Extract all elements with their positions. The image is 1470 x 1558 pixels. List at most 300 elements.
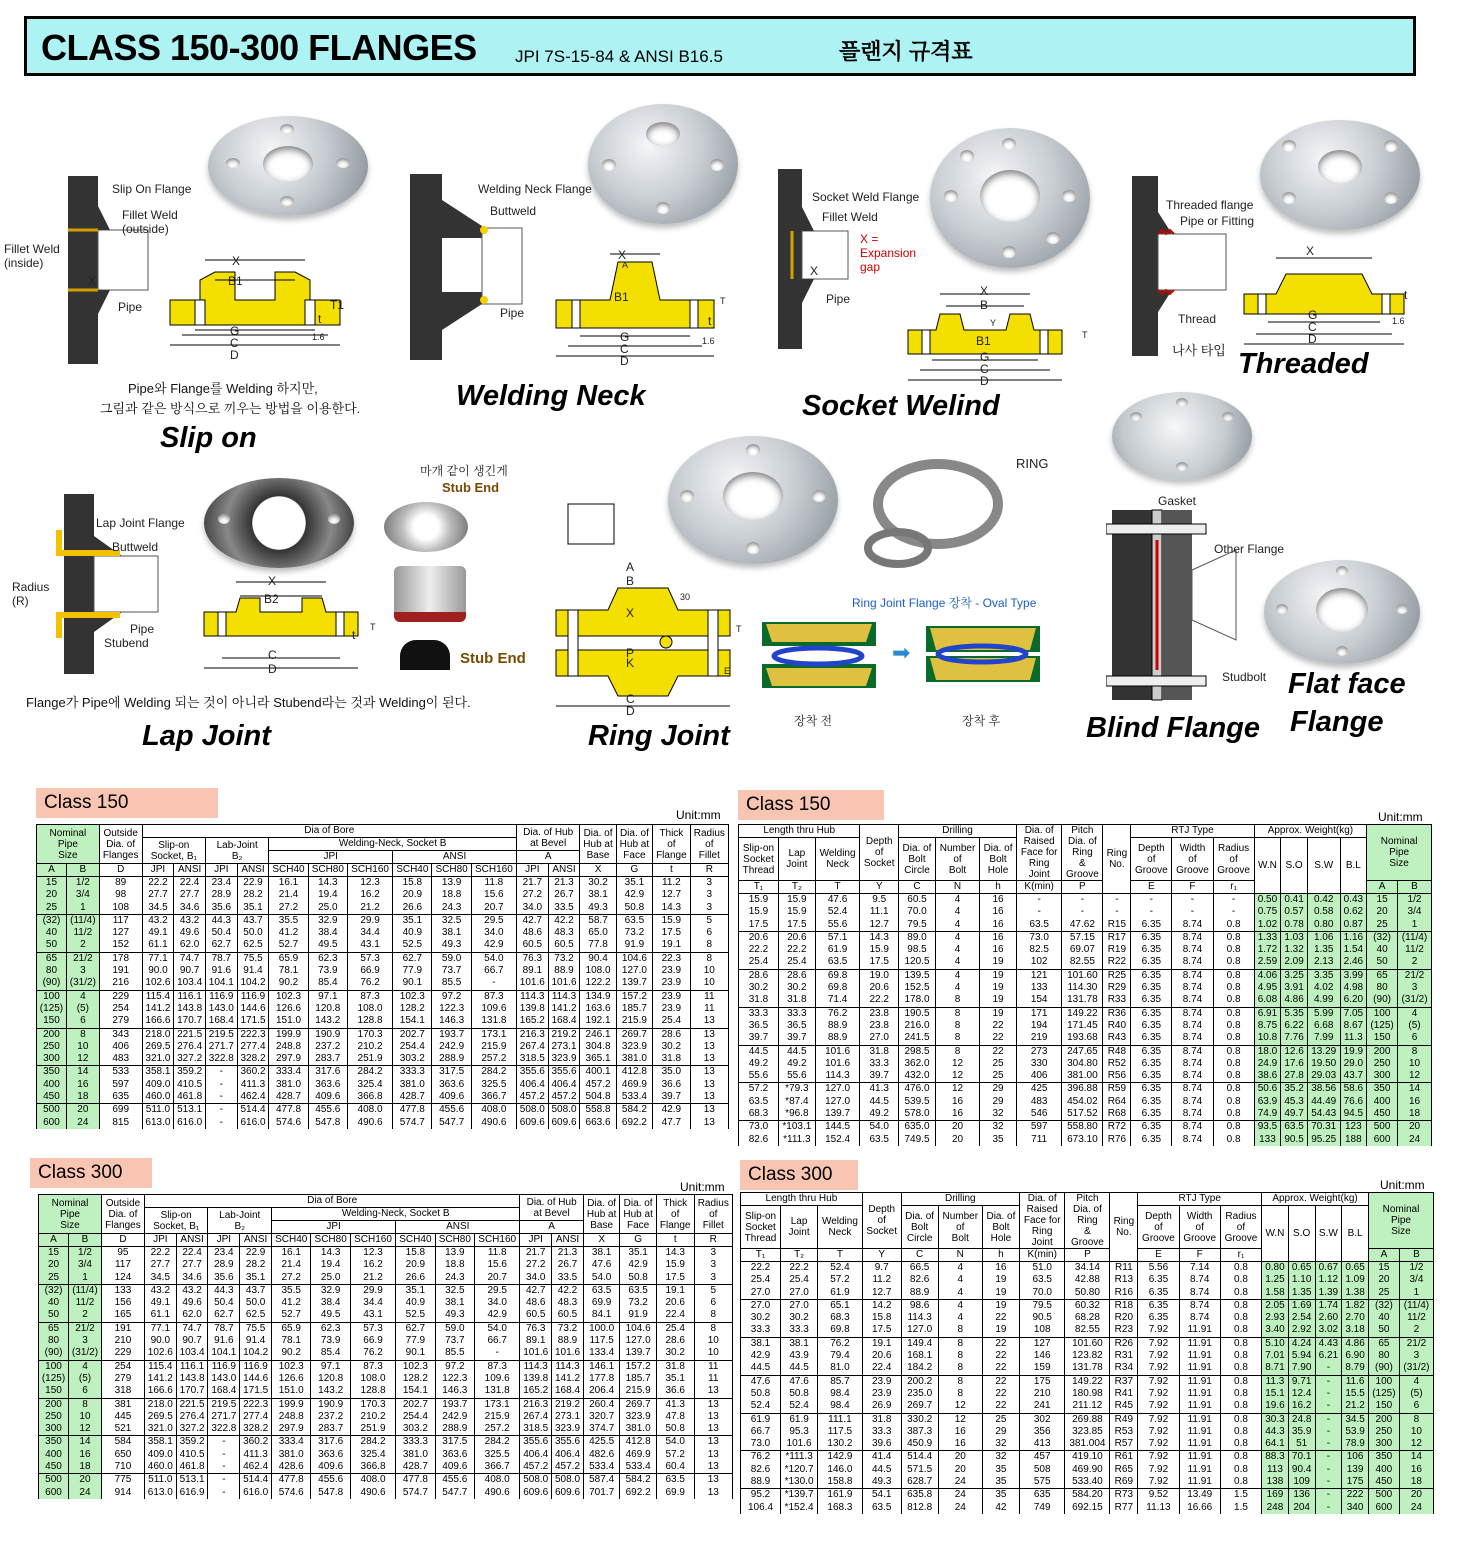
table-cell: 142.9 [818,1451,863,1464]
table-cell: 514.4 [237,1104,269,1117]
table-cell: 184.2 [901,1362,938,1375]
table-cell: 10.8 [1254,1032,1281,1045]
table-cell: 12 [1399,1438,1433,1451]
label-buttweld: Buttweld [112,540,159,554]
header-symbol: SCH80 [308,864,347,877]
table-cell: 34.4 [347,927,392,939]
table-cell: *152.4 [781,1502,818,1514]
table-cell: - [1315,1451,1342,1464]
table-cell: (125) [39,1373,69,1385]
table-cell: 7.14 [1179,1262,1220,1275]
table-row [739,1134,1432,1146]
class-150-drilling-weight-table [738,824,1432,1146]
table-cell: (31/2) [1398,994,1432,1007]
header-nominal-pipe-size: Nominal Pipe Size [37,825,100,864]
table-cell: 0.8 [1220,1476,1261,1489]
table-cell: 0.8 [1220,1287,1261,1300]
table-cell: 54.43 [1307,1108,1340,1121]
table-cell: 3.35 [1307,969,1340,982]
table-cell: 12 [935,1070,979,1083]
table-cell: 250 [37,1041,67,1053]
table-cell: 410.5 [174,1079,206,1091]
table-cell: 0.8 [1213,944,1254,956]
table-row [37,889,729,901]
table-row [739,894,1432,907]
table-cell: 62.7 [205,939,237,952]
table-row [741,1299,1434,1312]
table-cell: 613.0 [144,1487,176,1499]
table-cell: 101.60 [1065,1337,1110,1350]
table-cell: 7.76 [1281,1032,1308,1045]
table-cell: 50.80 [1065,1287,1110,1300]
table-cell: 320.7 [583,1411,619,1423]
table-cell: 425.5 [583,1436,619,1449]
dim-c: C [620,342,629,356]
table-cell: 10 [69,1411,102,1423]
table-cell: 8.74 [1172,1083,1213,1096]
table-cell: 149.4 [901,1337,938,1350]
table-cell: 462.4 [240,1461,272,1474]
table-cell: *103.1 [778,1121,815,1134]
header-symbol: T [818,1249,863,1262]
table-cell: 20 [1399,1489,1433,1502]
table-cell: 235.0 [901,1388,938,1400]
table-cell: 69.9 [656,1487,694,1499]
table-cell: 30.2 [781,1312,818,1324]
table-cell: 6.35 [1131,1096,1172,1108]
table-cell: 9.52 [1138,1489,1179,1502]
table-cell: 38.1 [435,1297,474,1309]
table-cell: 168.1 [901,1350,938,1362]
table-cell: 24 [1399,1502,1433,1514]
table-cell: 60.5 [548,939,580,952]
table-cell: 358.1 [142,1066,174,1079]
table-cell: 192.1 [580,1015,616,1028]
table-cell: (31/2) [1399,1362,1433,1375]
table-cell: (5) [1398,1020,1432,1032]
table-cell: 455.6 [432,1104,471,1117]
table-cell: 6.35 [1131,1083,1172,1096]
header-symbol: E [1131,881,1172,894]
table-cell: 49.3 [580,902,616,915]
table-cell: 35.1 [237,902,269,915]
table-cell: 116.9 [237,990,269,1003]
table-cell: 26.7 [548,889,580,901]
header-symbol: N [938,1249,982,1262]
table-cell: 33.3 [860,1058,899,1070]
table-cell: 12.7 [653,889,691,901]
table-cell: 381.0 [616,1053,652,1066]
table-cell: 8 [1398,1045,1432,1058]
table-cell: 34.5 [144,1272,176,1285]
table-cell: 6.35 [1131,931,1172,944]
table-cell: R68 [1103,1108,1131,1121]
table-cell: 628.7 [901,1476,938,1489]
table-cell: 1.38 [1342,1287,1369,1300]
table-cell: 775 [101,1474,144,1487]
table-cell: (5) [1399,1388,1433,1400]
table-cell: 33.5 [548,902,580,915]
table-cell: 450 [1367,1108,1398,1121]
table-cell: 54.0 [475,1322,520,1335]
table-cell: 0.8 [1213,1070,1254,1083]
table-cell: 131.78 [1062,994,1103,1007]
table-cell: 13 [690,1015,728,1028]
table-cell: 70.0 [899,906,936,918]
table-cell: - [1062,906,1103,918]
ring-install-title: Ring Joint Flange 장착 - Oval Type [852,596,1037,610]
table-cell: 455.6 [311,1474,350,1487]
table-cell: 362.0 [899,1058,936,1070]
table-cell: 19.1 [653,939,691,952]
table-cell: 6.35 [1131,1045,1172,1058]
table-cell: 476.0 [899,1083,936,1096]
table-cell: 76.2 [815,1007,860,1020]
table-cell: 19 [982,1287,1019,1300]
header-symbol: JPI [205,864,237,877]
header-symbol: D [101,1234,144,1247]
table-cell: 30.2 [656,1347,694,1360]
table-cell: 22.2 [778,944,815,956]
table-cell: 3/4 [69,1259,102,1271]
table-cell: 11.1 [860,906,899,918]
table-cell: R15 [1103,919,1131,932]
table-cell: 17.5 [656,1272,694,1285]
table-cell: 34.0 [516,902,548,915]
table-cell: - [475,1347,520,1360]
header-symbol: D [99,864,142,877]
table-cell: 50.8 [781,1388,818,1400]
table-cell: 215.9 [471,1041,516,1053]
table-cell: 6.22 [1281,1020,1308,1032]
table-cell: 2.93 [1262,1312,1289,1324]
table-cell: 302 [1019,1413,1065,1426]
table-cell: 300 [1368,1438,1399,1451]
table-cell: 2.60 [1315,1312,1342,1324]
header-symbol: B [1399,1249,1433,1262]
table-cell: 12 [935,1058,979,1070]
table-cell: (11/4) [1399,1299,1433,1312]
table-cell: 4.02 [1307,982,1340,994]
table-cell: 321.0 [144,1423,176,1436]
table-cell: 408.0 [475,1474,520,1487]
table-cell: 0.8 [1213,982,1254,994]
table-cell: 41.2 [269,927,308,939]
table-cell: 78.9 [1342,1438,1369,1451]
table-cell: 269.7 [616,1028,652,1041]
table-cell: 15 [1367,894,1398,907]
table-cell: 11.91 [1179,1375,1220,1388]
table-cell: 216 [99,977,142,990]
table-cell: 127 [99,927,142,939]
header-pitch-ring: Pitch Dia. of Ring & Groove [1062,825,1103,881]
table-cell: 38.4 [311,1297,350,1309]
header-pitch-ring: Pitch Dia. of Ring & Groove [1065,1193,1110,1249]
caption-flat-face-line2: Flange [1290,706,1384,738]
header-symbol: F [1179,1249,1220,1262]
class-300-left-label: Class 300 [30,1158,152,1188]
table-cell: 635.0 [899,1121,936,1134]
dim-b: B [626,574,635,588]
table-cell: 13.49 [1179,1489,1220,1502]
table-cell: 101.6 [520,1347,552,1360]
table-row [741,1324,1434,1337]
header-dia-hub-bevel: Dia. of Hub at Bevel [516,825,579,851]
table-cell: 90.2 [269,977,308,990]
table-cell: 57.2 [739,1083,779,1096]
stub-end-label-2: Stub End [460,650,526,667]
table-cell: 363.6 [435,1449,474,1461]
table-cell: 47.8 [656,1411,694,1423]
table-cell: 38.1 [583,1247,619,1260]
table-cell: 21/2 [66,952,99,965]
header-symbol: A [39,1234,69,1247]
table-cell: 6.35 [1138,1312,1179,1324]
table-cell: (90) [1368,1362,1399,1375]
table-cell: 98.5 [899,944,936,956]
table-cell: 43.7 [1340,1070,1367,1083]
table-cell: 35.1 [616,877,652,890]
table-cell: 8 [690,939,728,952]
table-cell: 210 [1019,1388,1065,1400]
table-cell: 139 [1342,1464,1369,1476]
table-cell: 8.74 [1172,931,1213,944]
table-cell: 355.6 [520,1436,552,1449]
header-lap-joint: Lab-Joint B₂ [205,838,268,864]
table-cell: 318 [101,1385,144,1398]
table-cell: 116.1 [174,990,206,1003]
table-cell: 20.6 [860,982,899,994]
table-cell: 8.74 [1172,1096,1213,1108]
table-cell: 47.6 [741,1375,781,1388]
header-symbol: SCH160 [475,1234,520,1247]
header-ring-no: Ring No. [1103,825,1131,894]
table-cell: 355.6 [552,1436,584,1449]
table-cell: 0.8 [1220,1274,1261,1286]
table-cell: 22 [982,1388,1019,1400]
table-cell: 8 [935,1045,979,1058]
table-cell: 114.3 [552,1360,584,1373]
table-cell: 0.80 [1262,1262,1289,1275]
table-cell: 1.54 [1340,944,1367,956]
table-cell: - [1315,1400,1342,1413]
table-cell: 24 [66,1117,99,1129]
table-cell: 61.1 [144,1309,176,1322]
table-cell: 1 [69,1272,102,1285]
header-thick: Thick of Flange [653,825,691,864]
table-cell: 26.6 [396,1272,435,1285]
table-cell: 35.2 [1281,1083,1308,1096]
table-cell: 55.6 [815,919,860,932]
table-cell: 47.62 [1062,919,1103,932]
table-cell: 136 [1288,1489,1315,1502]
table-cell: 65.1 [818,1299,863,1312]
table-cell: - [208,1449,240,1461]
table-cell: 35.0 [653,1066,691,1079]
header-nominal-pipe-size: Nominal Pipe Size [1368,1193,1433,1249]
table-cell: 635 [1019,1489,1065,1502]
table-cell: 1.16 [1340,931,1367,944]
table-cell: 115.4 [144,1360,176,1373]
table-cell: 400 [1368,1464,1399,1476]
table-cell: 15.1 [1262,1388,1289,1400]
table-cell: 2 [66,939,99,952]
table-cell: 50.6 [1254,1083,1281,1096]
table-cell: 42.9 [471,939,516,952]
table-cell: R26 [1110,1337,1138,1350]
table-cell: 410.5 [176,1449,208,1461]
table-cell: 12 [938,1413,982,1426]
table-cell: 355.6 [516,1066,548,1079]
table-cell: 428.7 [396,1461,435,1474]
table-cell: 277.4 [240,1411,272,1423]
table-cell: 400.1 [580,1066,616,1079]
table-cell: 139.7 [616,977,652,990]
table-cell: 8.74 [1172,969,1213,982]
table-cell: 317.6 [308,1066,347,1079]
table-cell: 22.2 [739,944,779,956]
table-cell: 241.5 [899,1032,936,1045]
table-cell: 165.2 [520,1385,552,1398]
table-cell: 39.7 [739,1032,779,1045]
table-cell: 42.9 [475,1309,520,1322]
table-cell: 250 [39,1411,69,1423]
table-cell: 237.2 [308,1041,347,1053]
table-cell: 247.65 [1062,1045,1103,1058]
dim-t: t [318,312,322,326]
header-symbol: B [66,864,99,877]
header-welding-neck: Welding Neck [818,1206,863,1249]
table-cell: 19 [982,1274,1019,1286]
header-slip-on: Slip-on Socket Thread [739,838,779,881]
table-cell: 89.1 [520,1335,552,1347]
table-cell: 44.5 [860,1096,899,1108]
table-cell: 100.0 [583,1322,619,1335]
table-cell: 157.2 [616,990,652,1003]
caption-socket-weld: Socket Welind [802,390,1000,422]
table-cell: 8 [938,1350,982,1362]
header-symbol: A [1367,881,1398,894]
table-cell: 76.2 [741,1451,781,1464]
table-cell: 175 [1019,1375,1065,1388]
table-cell: 406.4 [516,1079,548,1091]
table-cell: 120.5 [899,956,936,969]
table-row [741,1451,1434,1464]
table-cell: 3 [694,1272,732,1285]
table-cell: 38.1 [741,1337,781,1350]
table-cell: 16 [980,919,1017,932]
table-cell: 26.6 [393,902,432,915]
header-symbol: E [1138,1249,1179,1262]
table-cell: 578.0 [899,1108,936,1121]
table-row [741,1426,1434,1438]
table-cell: 38.6 [1254,1070,1281,1083]
table-row [741,1337,1434,1350]
table-cell: 11/2 [1398,944,1432,956]
label-pipe: Pipe [826,292,851,306]
table-cell: 3 [1399,1350,1433,1362]
table-cell: 106.4 [741,1502,781,1514]
table-cell: 461.8 [176,1461,208,1474]
table-cell: 113 [1262,1464,1289,1476]
table-cell: 241 [1019,1400,1065,1413]
table-cell: 190.9 [308,1028,347,1041]
table-cell: 55.6 [778,1070,815,1083]
table-cell: 77.9 [393,965,432,977]
table-cell: 199.9 [272,1398,311,1411]
table-cell: 33.3 [741,1324,781,1337]
header-number-bolt: Number of Bolt [935,838,979,881]
table-cell: 62.0 [174,939,206,952]
table-row [741,1464,1434,1476]
table-cell: 2.09 [1281,956,1308,969]
table-cell: 82.5 [1016,944,1061,956]
table-cell: 547.7 [432,1117,471,1129]
table-cell: 6.35 [1138,1287,1179,1300]
table-cell: R25 [1103,969,1131,982]
dim-d: D [268,662,277,676]
table-cell: 87.3 [347,990,392,1003]
header-slip-on: Slip-on Socket Thread [741,1206,781,1249]
table-cell: 521 [101,1423,144,1436]
table-cell: 90.7 [176,1335,208,1347]
dim-d: D [980,374,989,388]
table-cell: 139.5 [899,969,936,982]
table-cell: 1.35 [1288,1287,1315,1300]
table-cell: 193.7 [435,1398,474,1411]
table-cell: 85.4 [311,1347,350,1360]
table-cell: 0.58 [1307,906,1340,918]
table-cell: 260.4 [583,1398,619,1411]
table-cell: 49.7 [1281,1108,1308,1121]
table-cell: 350 [1368,1451,1399,1464]
table-cell: 127.0 [616,965,652,977]
table-cell: 126.6 [269,1003,308,1015]
table-cell: 0.65 [1288,1262,1315,1275]
header-symbol: A [1368,1249,1399,1262]
table-row [739,1020,1432,1032]
table-cell: 460.0 [144,1461,176,1474]
table-cell: 20.6 [862,1350,901,1362]
header-ring-no: Ring No. [1110,1193,1138,1262]
table-cell: 8.74 [1179,1287,1220,1300]
table-cell: 16.2 [350,1259,395,1271]
header-symbol: X [583,1234,619,1247]
table-cell: 36.5 [778,1020,815,1032]
table-cell: 19 [982,1299,1019,1312]
page-title: CLASS 150-300 FLANGES [41,27,477,68]
table-cell: 350 [39,1436,69,1449]
header-symbol: K(min) [1019,1249,1065,1262]
table-cell: 120.8 [308,1003,347,1015]
table-cell: 108.0 [350,1373,395,1385]
table-cell: 80 [1368,1350,1399,1362]
table-cell: 62.3 [311,1322,350,1335]
table-cell: 60.5 [516,939,548,952]
table-cell: 6.35 [1131,1058,1172,1070]
table-cell: 24 [938,1502,982,1514]
table-cell: 246.1 [580,1028,616,1041]
table-cell: 303.2 [396,1423,435,1436]
table-cell: 66.7 [475,1335,520,1347]
table-row [37,1079,729,1091]
table-cell: 166.6 [142,1015,174,1028]
table-cell: 63.5 [1281,1121,1308,1134]
table-cell: 547.7 [435,1487,474,1499]
table-cell: 12 [1398,1070,1432,1083]
table-cell: 400 [39,1449,69,1461]
table-cell: 175 [1342,1476,1369,1489]
